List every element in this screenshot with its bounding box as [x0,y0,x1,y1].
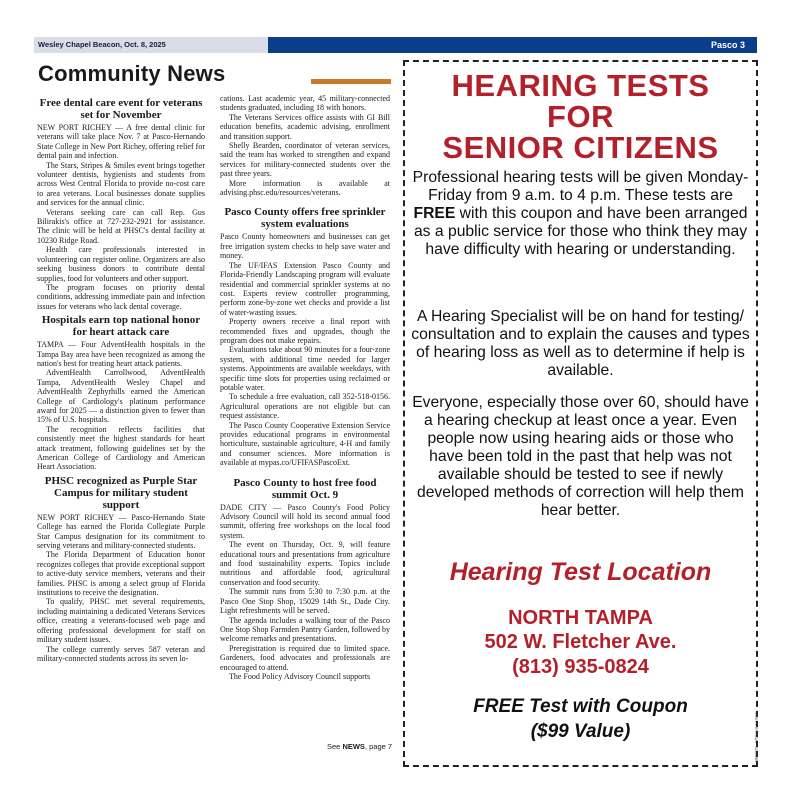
article-paragraph: To schedule a free evaluation, call 352-518-0156. Agricultural operations are not eligible but can request assistance. [220,392,390,421]
article-paragraph: The event on Thursday, Oct. 9, will feature educational tours and presentations from agriculture and food sustainability experts. Topics include nutritious and affordable food, agricultural conservation and food security. [220,540,390,587]
article-paragraph: The Food Policy Advisory Council supports [229,671,371,681]
ad-headline-line-1: HEARING TESTS [451,68,710,103]
article-paragraph: To qualify, PHSC met several requirements, including maintaining a dedicated Veterans Services office, creating a veterans-focused web page and offering professional development for staff on military student issues. [37,597,205,645]
news-column-2 [220,94,390,681]
article-paragraph: NEW PORT RICHEY — A free dental clinic for veterans will take place Nov. 7 at Pasco-Hernando State College in New Port Richey, offering relief for dental pain and infection. [37,123,205,161]
ad-address: 502 W. Fletcher Ave. [484,631,677,653]
article-title: Free dental care event for veterans set for November [39,97,203,121]
article-paragraph: AdventHealth Carrollwood, AdventHealth Tampa, AdventHealth Wesley Chapel and AdventHealth Zephyrhills earned the American College of Cardiology's platinum performance award for 2025 — a distinction given to fewer than 15% of U.S. hospitals. [37,368,205,425]
ad-headline-line-3: SENIOR CITIZENS [442,130,719,165]
ad-paragraph-intro [409,169,752,259]
article-paragraph: The agenda includes a walking tour of the Pasco One Stop Shop Farmden Pantry Garden, followed by welcome remarks and presentations. [220,615,390,644]
ad-paragraph-checkup: Everyone, especially those over 60, should have a hearing checkup at least once a year. Even people now using hearing aids or those who have been told in the past that help was not available should be tested to see if newly developed methods of correction will help them hear better. [412,394,749,519]
ad-coupon-line-2: ($99 Value) [530,721,631,742]
section-title-rule [311,79,391,84]
news-column-1 [37,94,205,663]
ad-city: NORTH TAMPA [508,607,653,629]
ad-headline [405,70,756,163]
article-paragraph: The Pasco County Cooperative Extension Service provides educational programs in environmental horticulture, sustainable agriculture, 4-H and family and consumer sciences. More information is available at mypas.co/UFIFASPascoExt. [220,420,390,468]
ad-intro-text-b: with this coupon and have been arranged as a public service for those who think they may have difficulty with hearing or understanding. [413,205,748,258]
ad-location-title: Hearing Test Location [449,558,712,586]
article-paragraph: The college currently serves 587 veteran and military-connected students across its seven lo- [37,644,205,663]
continued-jump-line [327,742,392,751]
ad-tracking-code: 08/08/25 - WChapel 4:108-1 [753,712,758,763]
article-paragraph: More information is available at advising.phsc.edu/resources/veterans. [220,178,390,198]
article-paragraph: The UF/IFAS Extension Pasco County and Florida-Friendly Landscaping program will evaluate residential and commercial sprinkler systems at no cost. Experts review controller programming, perform zone-by-zone wet checks and provide a list of water-wasting issues. [220,260,390,317]
article-paragraph: The program focuses on priority dental conditions, addressing immediate pain and infection issues for veterans who lack dental coverage. [37,282,205,311]
jump-prefix: See [327,742,343,751]
ad-coupon-line-1: FREE Test with Coupon [473,696,688,717]
ad-paragraph-specialist: A Hearing Specialist will be on hand for testing/ consultation and to explain the causes and types of hearing loss as well as to determine if help is available. [411,308,750,379]
article-paragraph: The Florida Department of Education honor recognizes colleges that provide exceptional support to active-duty service members, veterans and their families. PHSC is among a select group of Florida institutions to receive the designation. [37,550,205,598]
jump-keyword: NEWS [342,742,365,751]
ad-free-emphasis: FREE [413,205,456,222]
article-paragraph: Shelly Bearden, coordinator of veteran services, said the team has worked to strengthen and expand services for military-connected students over the past three years. [220,141,390,179]
article-paragraph: Property owners receive a final report with recommended fixes and upgrades, though the program does not make repairs. [220,317,390,345]
article-paragraph: DADE CITY — Pasco County's Food Policy Advisory Council will hold its second annual food summit, offering free workshops on the local food system. [220,502,390,540]
article-paragraph: The Stars, Stripes & Smiles event brings together volunteer dentists, hygienists and students from across West Central Florida to provide no-cost care to area veterans. Local businesses donate supplies and services for the annual clinic. [37,160,205,208]
ad-headline-line-2: FOR [547,99,614,134]
article-paragraph: Evaluations take about 90 minutes for a four-zone system, with additional time needed for larger systems. Appointments are available weekdays, with specific time slots for properties using reclaimed or potable water. [220,345,390,392]
article-paragraph: The Veterans Services office assists with GI Bill education benefits, academic advising, enrollment and transition support. [220,112,390,141]
ad-intro-text-a: Professional hearing tests will be given Monday-Friday from 9 a.m. to 4 p.m. These tests are [412,169,749,204]
header-publication-date: Wesley Chapel Beacon, Oct. 8, 2025 [34,37,268,53]
article-title: PHSC recognized as Purple Star Campus for military student support [44,474,198,511]
article-title: Hospitals earn top national honor for heart attack care [41,314,201,339]
article-paragraph: Preregistration is required due to limited space. Gardeners, food advocates and professionals are encouraged to attend. [220,643,390,672]
article-title: Pasco County to host free food summit Oct. 9 [233,476,377,501]
article-title: Pasco County offers free sprinkler system evaluations [224,206,386,231]
article-paragraph: Pasco County homeowners and businesses can get free irrigation system checks to help save water and money. [220,232,390,261]
article-paragraph: Health care professionals interested in volunteering can register online. Organizers are also seeking business donors to contribute dental supplies, food for volunteers and other support. [37,245,205,283]
article-paragraph: NEW PORT RICHEY — Pasco-Hernando State College has earned the Florida Collegiate Purple Star Campus designation for its commitment to serving veterans and military-connected students. [37,512,205,551]
article-paragraph: cations. Last academic year, 45 military-connected students graduated, including 18 with honors. [220,94,390,113]
jump-suffix: , page 7 [364,742,393,751]
page-header [34,37,757,53]
article-paragraph: The summit runs from 5:30 to 7:30 p.m. at the Pasco One Stop Shop, 15029 14th St., Dade City. Light refreshments will be served. [220,587,390,616]
section-title: Community News [38,61,226,86]
header-page-label: Pasco 3 [268,37,757,53]
article-paragraph: The recognition reflects facilities that consistently meet the highest standards for heart attack treatment, following guidelines set by the American College of Cardiology and American Heart Association. [37,424,205,472]
ad-phone: (813) 935-0824 [512,656,649,678]
hearing-test-advertisement [403,60,758,767]
article-paragraph: Veterans seeking care can call Rep. Gus Bilirakis's office at 727-232-2921 for assistance. The clinic will be held at PHSC's dental facility at 10230 Ridge Road. [37,207,205,245]
article-paragraph: TAMPA — Four AdventHealth hospitals in the Tampa Bay area have been recognized as among the nation's best for treating heart attack patients. [37,340,205,368]
